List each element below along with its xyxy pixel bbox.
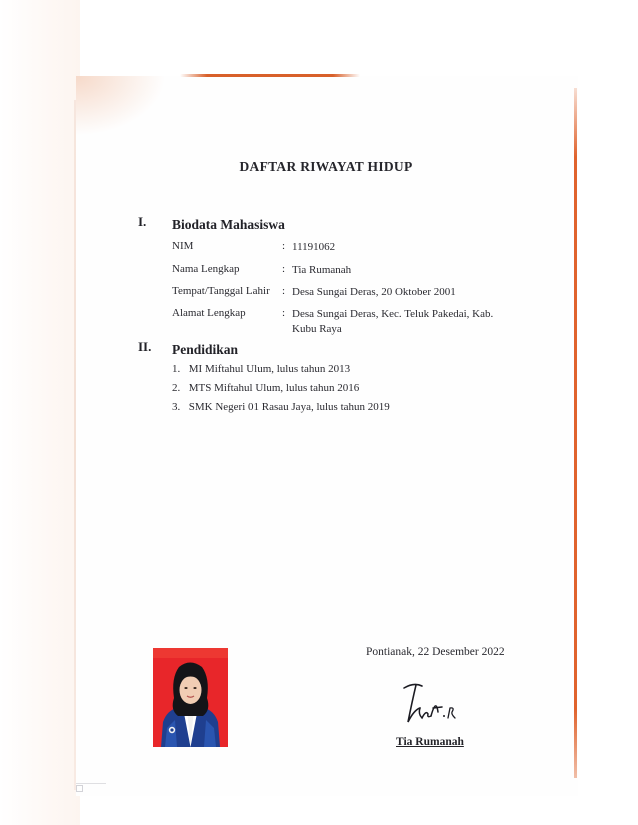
field-value: 11191062: [292, 241, 336, 253]
field-separator: :: [282, 307, 286, 319]
field-label: Nama Lengkap: [172, 263, 240, 275]
section-number: II.: [138, 339, 152, 354]
education-item-number: 3.: [172, 401, 181, 413]
field-label: Alamat Lengkap: [172, 307, 246, 319]
education-item: [172, 382, 359, 394]
field-label: Tempat/Tanggal Lahir: [172, 285, 270, 297]
portrait-photo: [153, 648, 228, 747]
section-number: I.: [138, 214, 147, 229]
education-item-number: 2.: [172, 382, 181, 394]
place-date: Pontianak, 22 Desember 2022: [366, 646, 505, 658]
section-heading-pendidikan: Pendidikan: [172, 342, 239, 357]
section-heading-biodata: Biodata Mahasiswa: [172, 217, 285, 232]
paper-right-edge: [574, 88, 577, 778]
education-item-text: MTS Miftahul Ulum, lulus tahun 2016: [188, 382, 360, 394]
field-label: NIM: [172, 240, 194, 252]
background-shade: [0, 0, 80, 825]
field-value: Tia Rumanah: [292, 264, 352, 276]
field-separator: :: [282, 263, 286, 275]
paper-corner-stain: [76, 76, 166, 136]
education-item: [172, 401, 390, 413]
education-item: [172, 363, 350, 375]
scan-corner-mark: [76, 783, 106, 792]
education-item-text: MI Miftahul Ulum, lulus tahun 2013: [188, 363, 351, 375]
field-separator: :: [282, 285, 286, 297]
handwritten-signature: [398, 680, 468, 728]
paper-top-edge: [180, 74, 360, 77]
education-item-text: SMK Negeri 01 Rasau Jaya, lulus tahun 2019: [188, 401, 390, 413]
field-value: Desa Sungai Deras, Kec. Teluk Pakedai, Kab. Kubu Raya: [292, 308, 494, 335]
field-value: Desa Sungai Deras, 20 Oktober 2001: [292, 286, 456, 298]
paper-left-edge: [74, 100, 76, 790]
document-title: DAFTAR RIWAYAT HIDUP: [239, 159, 413, 174]
field-separator: :: [282, 240, 286, 252]
paper-sheet: [76, 76, 578, 796]
education-item-number: 1.: [172, 363, 181, 375]
signatory-name: Tia Rumanah: [396, 736, 464, 748]
